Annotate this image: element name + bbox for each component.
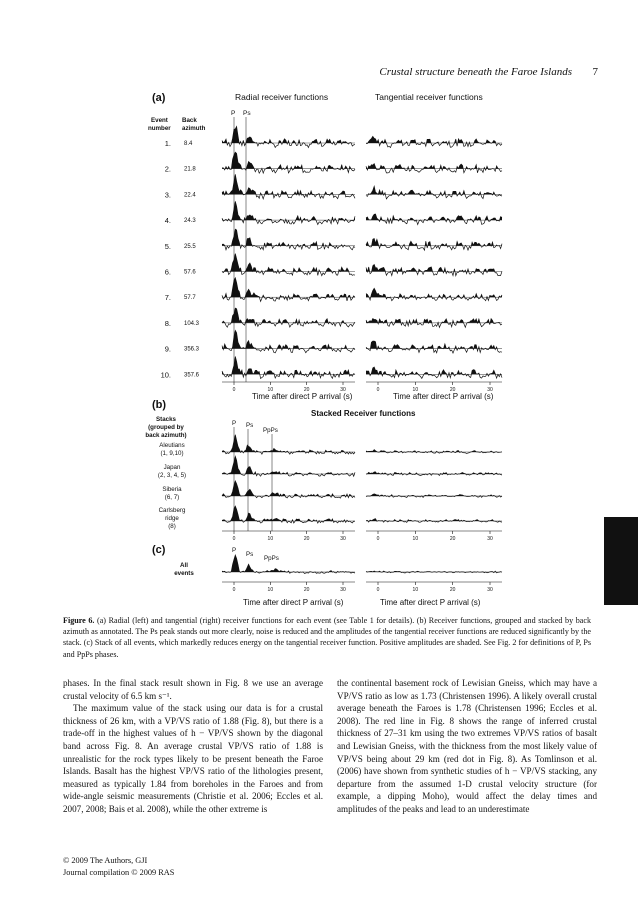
receiver-function-trace <box>222 456 355 476</box>
receiver-function-trace <box>366 288 502 300</box>
positive-amplitude-fill <box>222 174 355 199</box>
group-siberia-2: (6, 7) <box>164 494 180 501</box>
running-head: Crustal structure beneath the Faroe Islands <box>379 66 572 78</box>
copyright-footer <box>63 855 174 879</box>
figure-caption <box>63 615 591 660</box>
tangential-b-tick-label: 10 <box>412 536 419 542</box>
back-azimuth-value: 25.5 <box>184 243 196 250</box>
radial-a-tick-label: 20 <box>303 387 310 393</box>
body-paragraph: The maximum value of the stack using our data is for a crustal thickness of 26 km, with a VP/VS ratio of 1.88 (Fig. 8), but there is a trade-off in the highest values of h − VP/VS shown by the diagonal band across Fig. 8. An average crustal VP/VS ratio of 1.88 is unrealistic for the rock types likely to be present beneath the Faroe Islands. Basalt has the highest VP/VS ratio of the lithologies present, measured as typically 1.84 from boreholes in the Faroes and from wide-angle seismic measurements (Christie et al. 2006; Eccles et al. 2007, 2008; Bais et al. 2008), while the other extreme is <box>63 703 323 814</box>
positive-amplitude-fill <box>366 136 502 147</box>
group-carlsberg-1: Carlsberg <box>158 507 186 514</box>
tangential-b-tick-label: 20 <box>449 536 456 542</box>
phase-ppps-label-b: PpPs <box>263 427 278 434</box>
back-azimuth-value: 21.8 <box>184 166 196 173</box>
radial-a-tick-label: 30 <box>340 387 346 393</box>
receiver-function-trace <box>222 229 355 250</box>
radial-title: Radial receiver functions <box>235 92 329 102</box>
event-number: 5. <box>164 241 171 251</box>
radial-c-tick-label: 30 <box>340 587 346 593</box>
xlabel-c-left: Time after direct P arrival (s) <box>243 598 344 607</box>
receiver-function-trace <box>222 201 355 224</box>
receiver-function-trace <box>366 136 502 147</box>
back-azimuth-value: 356.3 <box>184 346 200 353</box>
tangential-a-tick-label: 0 <box>376 387 380 393</box>
phase-p-label-a: P <box>231 110 236 117</box>
event-number: 2. <box>164 164 171 174</box>
phase-p-label-c: P <box>232 547 237 554</box>
back-azimuth-value: 24.3 <box>184 218 196 225</box>
receiver-function-trace <box>222 435 355 455</box>
positive-amplitude-fill <box>366 239 502 251</box>
receiver-function-trace <box>222 481 355 498</box>
event-number: 6. <box>164 267 171 277</box>
back-azimuth-value: 57.6 <box>184 269 196 276</box>
back-azimuth-value: 22.4 <box>184 192 196 199</box>
radial-b-tick-label: 20 <box>303 536 310 542</box>
footer-line-1: © 2009 The Authors, GJI <box>63 856 148 865</box>
stacked-title: Stacked Receiver functions <box>311 409 416 418</box>
radial-a-tick-label: 0 <box>232 387 236 393</box>
receiver-function-trace <box>222 308 355 327</box>
event-number: 4. <box>164 216 171 226</box>
receiver-function-trace <box>222 278 355 302</box>
xlabel-a-right: Time after direct P arrival (s) <box>393 392 494 401</box>
footer-line-2: Journal compilation © 2009 RAS <box>63 868 175 877</box>
back-azimuth-value: 57.7 <box>184 295 196 302</box>
tangential-a-tick-label: 30 <box>487 387 493 393</box>
receiver-function-trace <box>222 555 355 573</box>
stack-header-1: Stacks <box>156 416 176 423</box>
group-aleutians-2: (1, 9,10) <box>160 450 184 457</box>
event-header-2: number <box>148 125 171 132</box>
radial-c-tick-label: 10 <box>267 587 274 593</box>
tangential-a-tick-label: 10 <box>412 387 419 393</box>
group-carlsberg-2: ridge <box>165 515 179 522</box>
azimuth-header-1: Back <box>182 117 197 124</box>
event-number: 8. <box>164 318 171 328</box>
body-paragraph: the continental basement rock of Lewisian Gneiss, which may have a VP/VS ratio as low as 1.73 (Christensen 1996). A likely overall crustal average beneath the Faroes is 1.78 (Christensen 1996; Eccles et al. 2008). The red line in Fig. 8 shows the range of inferred crustal thickness of 27–31 km using the two extremes VP/VS ratios of basalt and Lewisian Gneiss, with the thickness from the most likely value of VP/VS being about 29 km (red dot in Fig. 8). As Tomlinson et al. (2006) have shown from synthetic studies of h − VP/VS stacking, any departure from the assumed 1-D crustal velocity structure (for example, a dipping Moho), would affect the delay times and amplitudes of the peaks and lead to an underestimate <box>337 678 597 814</box>
positive-amplitude-fill <box>222 481 355 498</box>
receiver-function-trace <box>366 450 502 454</box>
back-azimuth-value: 104.3 <box>184 320 200 327</box>
receiver-function-trace <box>222 356 355 378</box>
body-column-left <box>63 677 323 816</box>
phase-p-label-b: P <box>232 420 237 427</box>
tangential-c-tick-label: 10 <box>412 587 419 593</box>
tangential-c-tick-label: 0 <box>376 587 380 593</box>
positive-amplitude-fill <box>222 308 355 327</box>
event-header-1: Event <box>151 117 168 124</box>
receiver-function-trace <box>366 494 502 498</box>
receiver-function-trace <box>366 214 502 225</box>
all-events-1: All <box>180 562 188 569</box>
xlabel-a-left: Time after direct P arrival (s) <box>252 392 353 401</box>
receiver-function-trace <box>222 127 355 148</box>
phase-ps-label-a: Ps <box>243 110 251 117</box>
receiver-function-trace <box>222 331 355 353</box>
phase-ppps-label-c: PpPs <box>264 555 279 562</box>
tangential-a-tick-label: 20 <box>449 387 456 393</box>
radial-b-tick-label: 0 <box>232 536 236 542</box>
radial-b-tick-label: 10 <box>267 536 274 542</box>
phase-ps-label-b: Ps <box>246 422 254 429</box>
tangential-c-tick-label: 30 <box>487 587 493 593</box>
positive-amplitude-fill <box>222 456 355 476</box>
receiver-function-trace <box>366 571 502 573</box>
tangential-b-tick-label: 0 <box>376 536 380 542</box>
tangential-b-tick-label: 30 <box>487 536 493 542</box>
panel-b-label: (b) <box>152 399 167 411</box>
group-japan-2: (2, 3, 4, 5) <box>157 472 187 479</box>
receiver-function-trace <box>222 506 355 523</box>
receiver-function-trace <box>366 265 502 276</box>
receiver-function-trace <box>366 239 502 251</box>
event-number: 1. <box>164 139 171 148</box>
back-azimuth-value: 8.4 <box>184 141 193 147</box>
all-events-2: events <box>174 570 194 577</box>
xlabel-c-right: Time after direct P arrival (s) <box>380 598 481 607</box>
phase-ps-label-c: Ps <box>246 551 254 558</box>
receiver-function-trace <box>222 152 355 173</box>
receiver-function-trace <box>366 367 502 378</box>
back-azimuth-value: 357.6 <box>184 372 200 379</box>
group-siberia-1: Siberia <box>162 486 182 493</box>
stack-header-3: back azimuth) <box>145 432 187 439</box>
panel-a-label: (a) <box>152 92 166 104</box>
event-number: 9. <box>164 344 171 354</box>
tangential-c-tick-label: 20 <box>449 587 456 593</box>
event-number: 3. <box>164 190 171 200</box>
azimuth-header-2: azimuth <box>182 125 206 132</box>
radial-c-tick-label: 20 <box>303 587 310 593</box>
positive-amplitude-fill <box>222 152 355 173</box>
receiver-function-trace <box>222 174 355 199</box>
group-japan-1: Japan <box>163 464 181 471</box>
radial-a-tick-label: 10 <box>267 387 274 393</box>
receiver-function-trace <box>366 341 502 353</box>
positive-amplitude-fill <box>222 356 355 378</box>
tangential-title: Tangential receiver functions <box>375 92 483 102</box>
radial-c-tick-label: 0 <box>232 587 236 593</box>
event-number: 7. <box>164 293 171 303</box>
caption-text: (a) Radial (left) and tangential (right) receiver functions for each event (see Table 1 for details). (b) Receiver functions, grouped and stacked by back azimuth as annotated. The Ps peak stands out more clearly, noise is reduced and the amplitudes of the tangential receiver functions are reduced significantly by the stack. (c) Stack of all events, which markedly reduces energy on the tangential receiver function. Positive amplitudes are shaded. See Fig. 2 for definitions of P, Ps and PpPs phases. <box>63 616 591 659</box>
event-number: 10. <box>160 370 171 380</box>
positive-amplitude-fill <box>222 229 355 250</box>
page-number: 7 <box>592 66 598 78</box>
body-paragraph: phases. In the final stack result shown in Fig. 8 we use an average crustal velocity of 6.5 km s⁻¹. <box>63 678 323 701</box>
receiver-function-trace <box>222 254 355 276</box>
positive-amplitude-fill <box>366 367 502 378</box>
panel-c-label: (c) <box>152 544 166 556</box>
stack-header-2: (grouped by <box>148 424 184 431</box>
group-aleutians-1: Aleutians <box>159 442 185 449</box>
receiver-function-trace <box>366 186 502 199</box>
body-column-right <box>337 677 597 816</box>
radial-b-tick-label: 30 <box>340 536 346 542</box>
caption-label: Figure 6. <box>63 616 95 625</box>
group-carlsberg-3: (8) <box>168 523 176 530</box>
receiver-function-trace <box>366 519 502 523</box>
